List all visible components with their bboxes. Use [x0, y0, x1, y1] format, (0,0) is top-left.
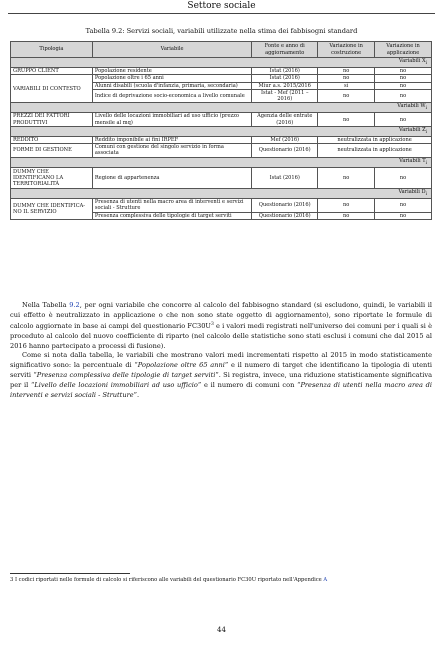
footnote-mark[interactable]: 3 [210, 322, 214, 327]
table-row: GRUPPO CLIENT Popolazione residente Istat (2016) no no [11, 68, 432, 75]
page-number: 44 [217, 626, 226, 634]
footnote [10, 577, 327, 583]
appendix-ref-link[interactable]: A [323, 577, 328, 583]
table-row: REDDITO Reddito imponibile ai fini IRPEF Mef (2016) neutralizzata in applicazione [11, 137, 432, 144]
table-ref-link[interactable]: 9.2 [69, 301, 80, 309]
header-tipologia: Tipologia [11, 42, 93, 58]
band-t: Variabili $T_i$ [11, 157, 432, 167]
table-row: DUMMY CHE IDENTIFICANO LA TERRITORIALITÀ Regione di appartenenza Istat (2016) no no [11, 167, 432, 188]
table-caption: Tabella 9.2: Servizi sociali, variabili utilizzate nella stima dei fabbisogni standard [85, 27, 358, 35]
header-title: Settore sociale [187, 1, 256, 11]
table-row: Alunni disabili (scuola d'infanzia, primaria, secondaria) Miur a.s. 2015/2016 sì no [11, 82, 432, 89]
table-row: VARIABILI DI CONTESTO Popolazione oltre i 65 anni Istat (2016) no no [11, 75, 432, 82]
band-z: Variabili $Z_i$ [11, 126, 432, 136]
table-row: Indice di deprivazione socio-economica a livello comunale Istat - Mef (2011 – 2016) no no [11, 89, 432, 102]
footnote-number: 3 [10, 577, 14, 583]
paragraph-2: Come si nota dalla tabella, le variabili che mostrano valori medi incrementati rispetto al 2015 in modo statisticamente significativo sono: la percentuale di “Popolazione oltre 65 anni” e il numero di target che identificano la tipologia di utenti serviti “Presenza complessiva delle tipologie di target serviti”. Si registra, invece, una riduzione statisticamente significativa per il “Livello delle locazioni immobiliari ad uso ufficio” e il numero di comuni con “Presenza di utenti nella macro area di interventi e servizi sociali - Strutture”. [10, 351, 433, 399]
header-variabile: Variabile [92, 42, 251, 58]
table-header-row [11, 42, 432, 58]
variables-table [10, 41, 432, 220]
band-x: Variabili $X_i$ [11, 58, 432, 68]
band-d: Variabili $D_i$ [11, 188, 432, 198]
running-header [8, 0, 435, 14]
paragraph-1: Nella Tabella 9.2, per ogni variabile che concorre al calcolo del fabbisogno standard (si escludono, quindi, le variabili il cui effetto è neutralizzato in applicazione o che non sono state oggetto di aggiornamento), sono riportate le formule di calcolo aggiornate in base ai campi del questionario $FC30U^3$ e i valori medi registrati nell'universo dei comuni per i quali si è proceduto al calcolo del nuovo coefficiente di riparto (nel calcolo delle statistiche sono stati esclusi i comuni che dal 2015 al 2016 hanno partecipato a processi di fusione). [10, 301, 432, 351]
footnote-text: I codici riportati nelle formule di calcolo si riferiscono alle variabili del questionario FC30U riportato nell'Appendice [14, 577, 322, 583]
header-fonte: Fonte e anno di aggiornamento [252, 42, 318, 58]
footnote-rule [10, 573, 130, 574]
table-row: PREZZI DEI FATTORI PRODUTTIVI Livello delle locazioni immobiliari ad uso ufficio (prezzo mensile al mq) Agenzia delle entrate (2016) no no [11, 113, 432, 126]
header-applicazione: Variazione in applicazione [375, 42, 432, 58]
table-row: Presenza complessiva delle tipologie di target serviti Questionario (2016) no no [11, 212, 432, 219]
table-row: DUMMY CHE IDENTIFICA- NO IL SERVIZIO Presenza di utenti nella macro area di interventi e servizi sociali - Strutture Questionario (2016) no no [11, 199, 432, 212]
table-row: FORME DI GESTIONE Comuni con gestione del singolo servizio in forma associata Questionario (2016) neutralizzata in applicazione [11, 144, 432, 157]
header-costruzione: Variazione in costruzione [318, 42, 375, 58]
band-w: Variabili $W_i$ [11, 103, 432, 113]
